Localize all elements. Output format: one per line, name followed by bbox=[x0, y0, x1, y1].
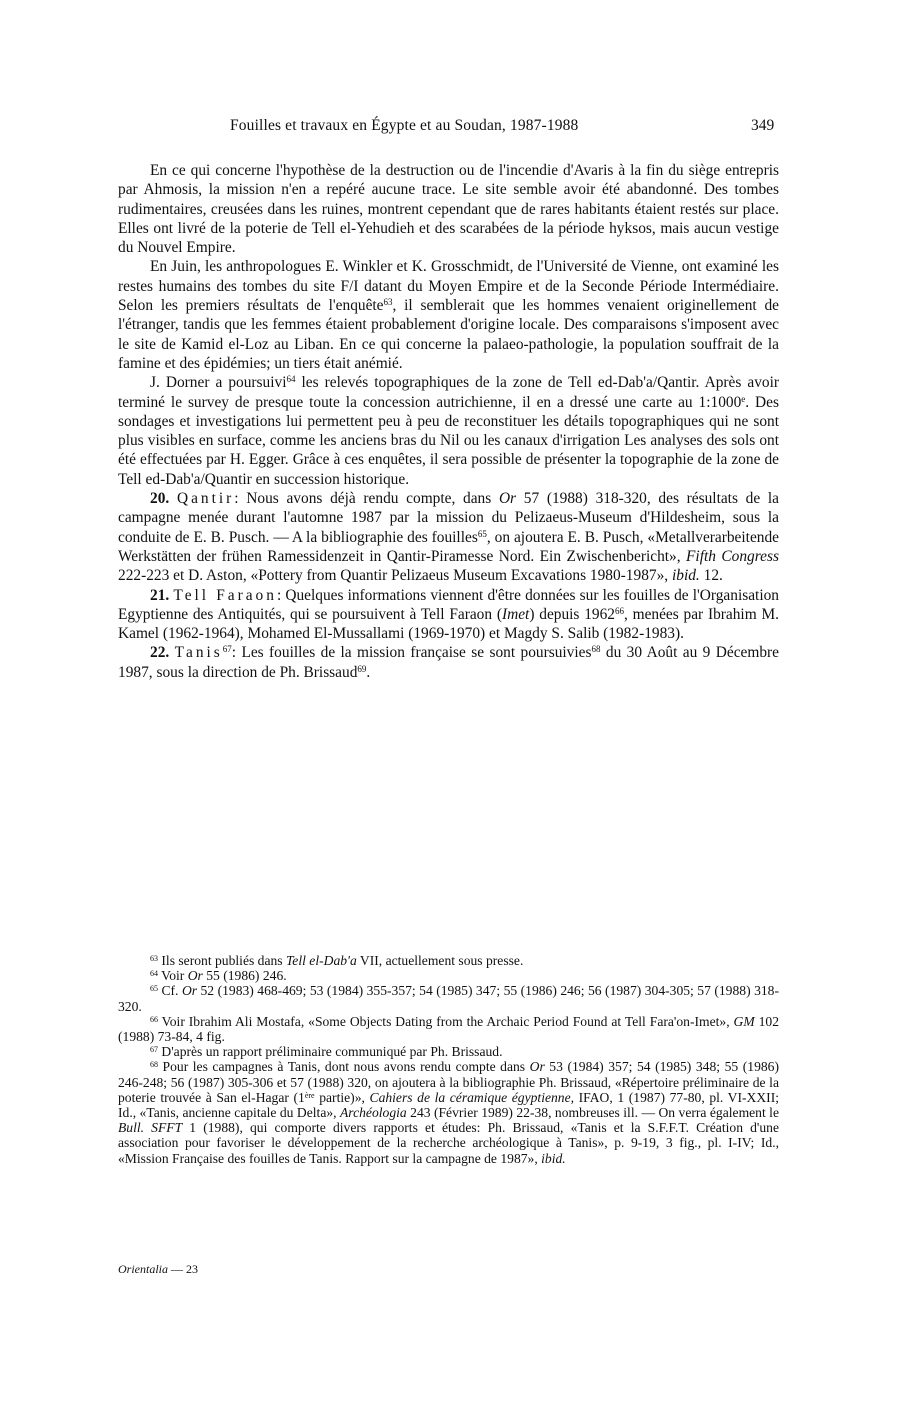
section-title: Qantir bbox=[176, 490, 235, 508]
section-title: Tanis bbox=[174, 644, 223, 662]
footnote-ref-67[interactable]: 67 bbox=[222, 644, 232, 655]
section-number: 22. bbox=[150, 644, 170, 662]
footnotes bbox=[118, 953, 779, 1166]
paragraph-anthropologists: En Juin, les anthropologues E. Winkler et K. Grosschmidt, de l'Université de Vienne, ont examiné les restes humains des tombes du site F/I datant du Moyen Empire et de la Seconde Période Intermédiaire. Selon les premiers résultats de l'enquête$^{63}$, il semblerait que les hommes venaient originellement de l'étranger, tandis que les femmes étaient probablement d'origine locale. Des comparaisons s'imposent avec le site de Kamid el-Loz au Liban. En ce qui concerne la palaeo-pathologie, la population souffrait de la famine et des épidémies; un tiers était anémié. bbox=[118, 258, 779, 372]
footnote-67: $^{67}$ D'après un rapport préliminaire communiqué par Ph. Brissaud. bbox=[150, 1044, 503, 1060]
footnote-64: $^{64}$ Voir Or 55 (1986) 246. bbox=[150, 968, 287, 984]
footnote-ref-66[interactable]: 66 bbox=[614, 605, 624, 616]
section-title: Tell Faraon bbox=[173, 586, 277, 604]
scale-superscript: e bbox=[741, 393, 746, 404]
footnote-ref-64[interactable]: 64 bbox=[286, 374, 296, 385]
main-text bbox=[118, 161, 779, 682]
page-number: 349 bbox=[751, 117, 775, 134]
footnote-ref-63[interactable]: 63 bbox=[383, 297, 393, 308]
journal-name: Orientalia bbox=[118, 1262, 168, 1276]
section-number: 21. bbox=[150, 586, 170, 604]
signature-number: 23 bbox=[186, 1262, 198, 1276]
footnote-ref-68[interactable]: 68 bbox=[591, 644, 601, 655]
signature-line: Orientalia — 23 bbox=[118, 1262, 198, 1276]
section-20-qantir: 20. Qantir: Nous avons déjà rendu compte, dans Or 57 (1988) 318-320, des résultats de la campagne menée durant l'automne 1987 par la mission du Pelizaeus-Museum d'Hildesheim, sous la conduite de E. B. Pusch. — A la bibliographie des fouilles$^{65}$, on ajoutera E. B. Pusch, «Metallverarbeitende Werkstätten der frühen Ramessidenzeit in Qantir-Piramesse Nord. Ein Zwischenbericht», Fifth Congress 222-223 et D. Aston, «Pottery from Quantir Pelizaeus Museum Excavations 1980-1987», ibid. 12. bbox=[118, 490, 779, 585]
footnote-ref-65[interactable]: 65 bbox=[477, 528, 487, 539]
footnote-65: $^{65}$ Cf. Or 52 (1983) 468-469; 53 (1984) 355-357; 54 (1985) 347; 55 (1986) 246; 56 (1987) 304-305; 57 (1988) 318-320. bbox=[118, 983, 779, 1014]
footnote-66: $^{66}$ Voir Ibrahim Ali Mostafa, «Some Objects Dating from the Archaic Period Found at Tell Fara'on-Imet», GM 102 (1988) 73-84, 4 fig. bbox=[118, 1013, 780, 1045]
section-22-tanis: 22. Tanis$^{67}$: Les fouilles de la mission française se sont poursuivies$^{68}$ du 30 Août au 9 Décembre 1987, sous la direction de Ph. Brissaud$^{69}$. bbox=[118, 644, 779, 681]
footnote-68: $^{68}$ Pour les campagnes à Tanis, dont nous avons rendu compte dans Or 53 (1984) 357; 54 (1985) 348; 55 (1986) 246-248; 56 (1987) 305-306 et 57 (1988) 320, on ajoutera à la bibliographie Ph. Brissaud, «Répertoire préliminaire de la poterie trouvée à San el-Hagar (1ère partie)», Cahiers de la céramique égyptienne, IFAO, 1 (1987) 77-80, pl. VI-XXII; Id., «Tanis, ancienne capitale du Delta», Archéologia 243 (Février 1989) 22-38, nombreuses ill. — On verra également le Bull. SFFT 1 (1988), qui comporte divers rapports et études: Ph. Brissaud, «Tanis et la S.F.F.T. Création d'une association pour favoriser le développement de la recherche archéologique à Tanis», p. 9-19, 3 fig., pl. I-IV; Id., «Mission Française des fouilles de Tanis. Rapport sur la campagne de 1987», ibid. bbox=[118, 1059, 780, 1166]
paragraph-topography: J. Dorner a poursuivi$^{64}$ les relevés topographiques de la zone de Tell ed-Dab'a/Qantir. Après avoir terminé le survey de presque toute la concession autrichienne, il en a dressé une carte au 1:1000e. Des sondages et investigations lui permettent peu à peu de reconstituer les détails topographiques qui ne sont plus visibles en surface, comme les anciens bras du Nil ou les canaux d'irrigation Les analyses des sols ont été effectuées par H. Egger. Grâce à ces enquêtes, il sera possible de présenter la topographie de la zone de Tell ed-Dab'a/Quantir en succession historique. bbox=[118, 374, 779, 488]
section-21-tell-faraon: 21. Tell Faraon: Quelques informations viennent d'être données sur les fouilles de l'Organisation Egyptienne des Antiquités, qui se poursuivent à Tell Faraon (Imet) depuis 1962$^{66}$, menées par Ibrahim M. Kamel (1962-1964), Mohamed El-Mussallami (1969-1970) et Magdy S. Salib (1982-1983). bbox=[118, 586, 779, 643]
footnote-63: $^{63}$ Ils seront publiés dans Tell el-Dab'a VII, actuellement sous presse. bbox=[150, 953, 524, 968]
footnote-ref-69[interactable]: 69 bbox=[357, 663, 367, 674]
section-number: 20. bbox=[150, 490, 170, 508]
running-head: Fouilles et travaux en Égypte et au Soudan, 1987-1988 bbox=[230, 117, 579, 134]
paragraph-avaris: En ce qui concerne l'hypothèse de la destruction ou de l'incendie d'Avaris à la fin du siège entrepris par Ahmosis, la mission n'en a repéré aucune trace. Le site semble avoir été abandonné. Des tombes rudimentaires, creusées dans les ruines, montrent cependant que de rares habitants étaient restés sur place. Elles ont livré de la poterie de Tell el-Yehudieh et des scarabées de la période hyksos, mais aucun vestige du Nouvel Empire. bbox=[118, 162, 779, 257]
